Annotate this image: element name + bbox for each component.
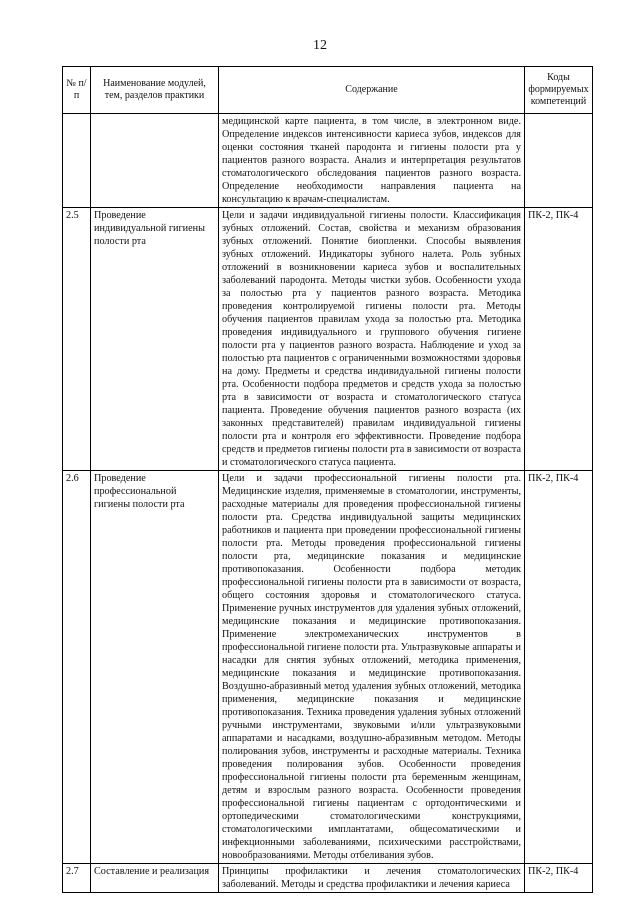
row-name: Составление и реализация [91, 864, 219, 893]
row-content: медицинской карте пациента, в том числе, в электронном виде. Определение индексов интенсивности кариеса зубов, индексов для оценки состояния тканей пародонта и гигиены полости рта у пациентов разного возраста. Анализ и интерпретация результатов стоматологического обследования пациентов разного возраста. Определение необходимости направления пациента на консультацию к врачам-специалистам. [219, 114, 525, 208]
row-content: Принципы профилактики и лечения стоматологических заболеваний. Методы и средства профилактики и лечения кариеса [219, 864, 525, 893]
page-number: 12 [313, 38, 327, 53]
row-name [91, 114, 219, 208]
row-codes: ПК-2, ПК-4 [525, 208, 593, 471]
header-num: № п/п [63, 67, 91, 114]
curriculum-table [62, 66, 593, 893]
row-codes [525, 114, 593, 208]
row-name: Проведение индивидуальной гигиены полости рта [91, 208, 219, 471]
row-content: Цели и задачи индивидуальной гигиены полости. Классификация зубных отложений. Состав, свойства и механизм образования зубных отложений. Понятие биопленки. Способы выявления зубных отложений. Индикаторы зубного налета. Роль зубных отложений в возникновении кариеса зубов и воспалительных заболеваний пародонта. Методы чистки зубов. Особенности ухода за полостью рта у пациентов разного возраста. Методика проведения контролируемой гигиены полости рта. Методы обучения пациентов правилам ухода за полостью рта. Методика проведения индивидуального и группового обучения гигиене полости рта у пациентов разного возраста. Наблюдение и уход за полостью рта пациентов с ограниченными возможностями здоровья на дому. Предметы и средства индивидуальной гигиены полости рта. Особенности подбора предметов и средств ухода за полостью рта в зависимости от возраста и стоматологического статуса пациента. Проведение обучения пациентов разного возраста (их законных представителей) правилам индивидуальной гигиены полости рта и контроля его эффективности. Проведение подбора средств и предметов гигиены полости рта в зависимости от возраста и стоматологического статуса пациента. [219, 208, 525, 471]
row-codes: ПК-2, ПК-4 [525, 864, 593, 893]
header-content: Содержание [219, 67, 525, 114]
row-codes: ПК-2, ПК-4 [525, 471, 593, 864]
table-header-row [63, 67, 593, 114]
row-name: Проведение профессиональной гигиены полости рта [91, 471, 219, 864]
row-content: Цели и задачи профессиональной гигиены полости рта. Медицинские изделия, применяемые в стоматологии, инструменты, расходные материалы для проведения профессиональной гигиены полости рта. Средства индивидуальной защиты медицинских работников и пациента при проведении профессиональной гигиены полости рта. Методы проведения профессиональной гигиены полости рта, медицинские показания и медицинские противопоказания. Особенности подбора методик профессиональной гигиены полости рта в зависимости от возраста, общего состояния здоровья и стоматологического статуса. Применение ручных инструментов для удаления зубных отложений, медицинские показания и медицинские противопоказания. Применение электромеханических инструментов в профессиональной гигиене полости рта. Ультразвуковые аппараты и насадки для снятия зубных отложений, методика применения, медицинские показания и медицинские противопоказания. Воздушно-абразивный метод удаления зубных отложений, методика применения, медицинские показания и медицинские противопоказания. Техника проведения удаления зубных отложений ручными инструментами, звуковыми и/или ультразвуковыми аппаратами и насадками, воздушно-абразивным методом. Методы полирования зубов, инструменты и расходные материалы. Техника проведения полирования зубов. Особенности проведения профессиональной гигиены полости рта беременным женщинам, детям и взрослым разного возраста. Особенности проведения профессиональной гигиены пациентам с ортодонтическими и ортопедическими стоматологическими конструкциями, стоматологическими имплантатами, общесоматическими и инфекционными заболеваниями, психическими расстройствами, новообразованиями. Методы отбеливания зубов. [219, 471, 525, 864]
row-num: 2.7 [63, 864, 91, 893]
header-codes: Коды формируемых компетенций [525, 67, 593, 114]
table-row [63, 114, 593, 208]
table-row [63, 471, 593, 864]
header-name: Наименование модулей, тем, разделов практики [91, 67, 219, 114]
table-row [63, 208, 593, 471]
row-num: 2.6 [63, 471, 91, 864]
table-row [63, 864, 593, 893]
row-num: 2.5 [63, 208, 91, 471]
row-num [63, 114, 91, 208]
